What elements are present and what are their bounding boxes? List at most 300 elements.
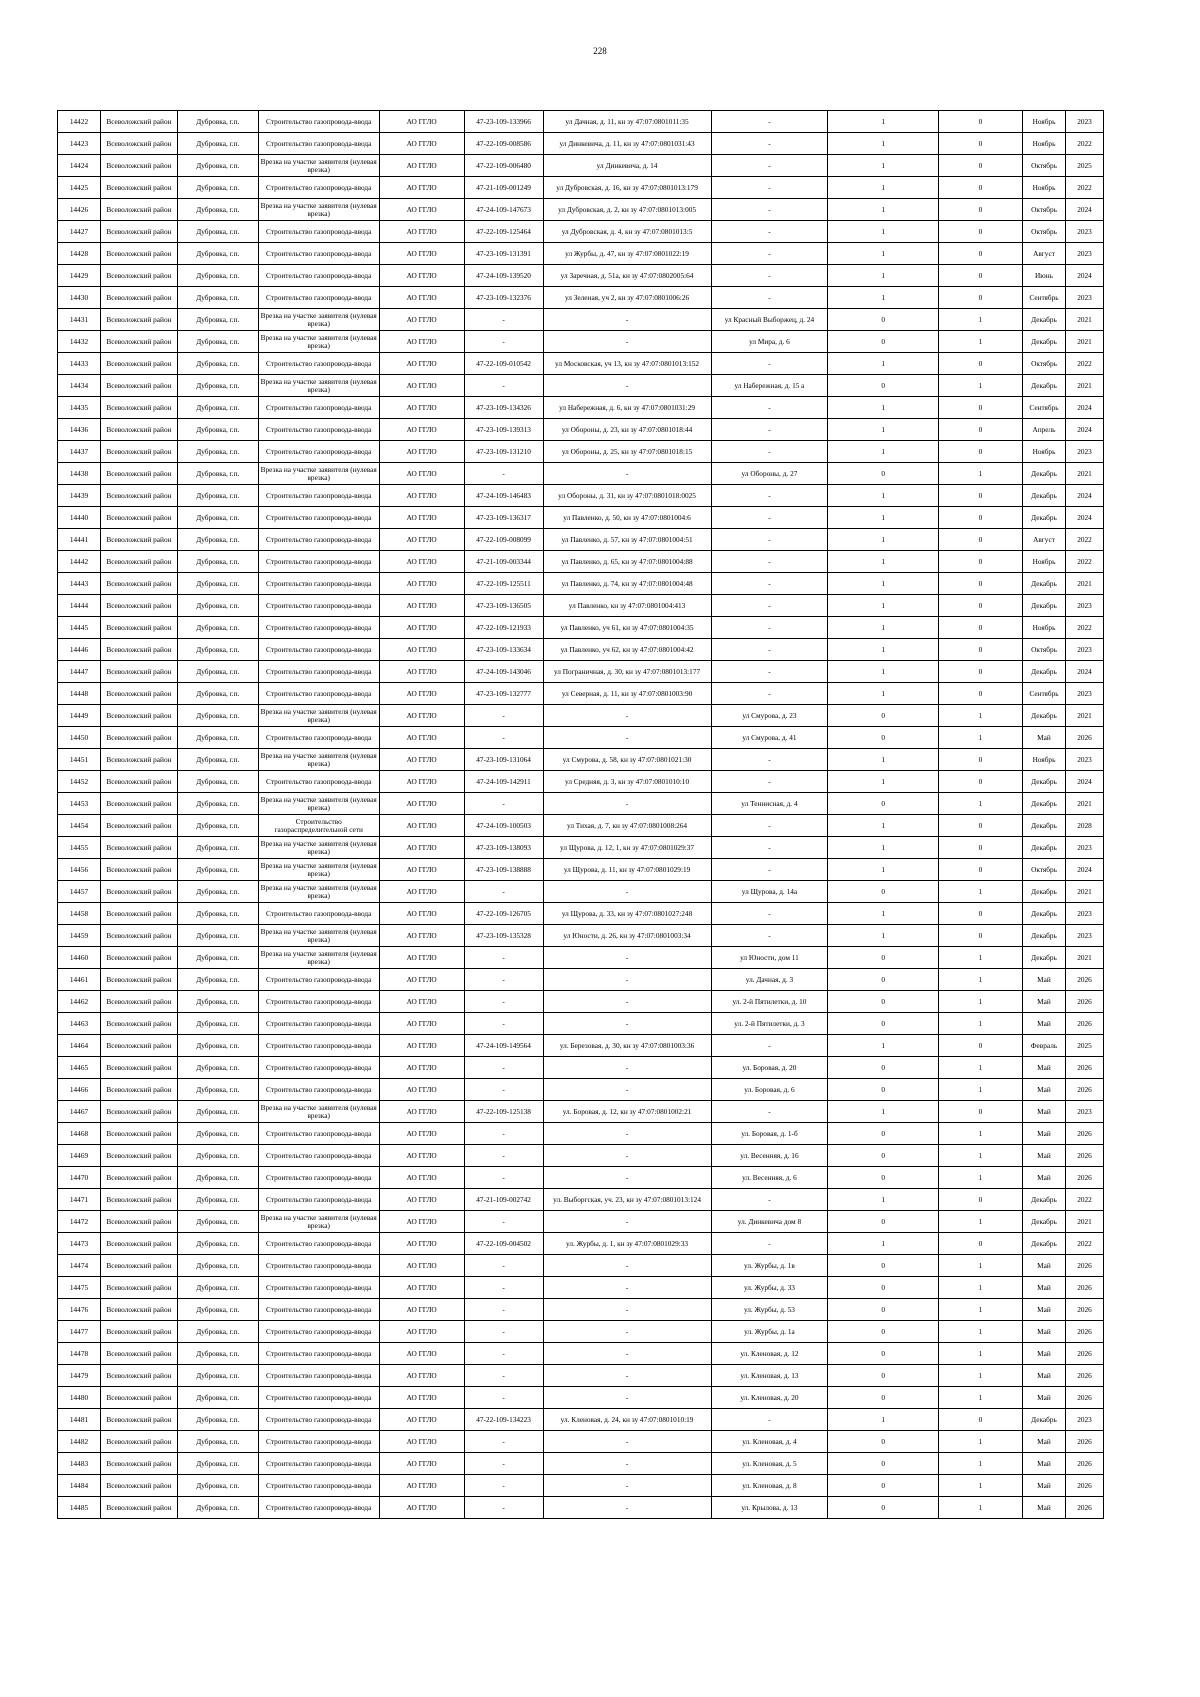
- cell-cadastral: ул Смурова, д. 58, кн зу 47:07:0801021:30: [543, 749, 711, 771]
- cell-org: АО ГГЛО: [379, 1167, 464, 1189]
- table-row: [58, 1387, 1104, 1409]
- cell-year: 2026: [1066, 1277, 1104, 1299]
- cell-year: 2026: [1066, 1123, 1104, 1145]
- cell-address: -: [711, 837, 828, 859]
- table-row: [58, 353, 1104, 375]
- cell-app: 47-22-109-125511: [464, 573, 543, 595]
- cell-district: Всеволожский район: [101, 969, 178, 991]
- cell-num: 14452: [58, 771, 101, 793]
- cell-org: АО ГГЛО: [379, 991, 464, 1013]
- cell-month: Ноябрь: [1022, 177, 1065, 199]
- cell-num: 14464: [58, 1035, 101, 1057]
- cell-app: 47-22-109-126705: [464, 903, 543, 925]
- table-row: [58, 617, 1104, 639]
- cell-cadastral: -: [543, 463, 711, 485]
- cell-num: 14470: [58, 1167, 101, 1189]
- cell-district: Всеволожский район: [101, 419, 178, 441]
- cell-district: Всеволожский район: [101, 111, 178, 133]
- cell-flag2: 0: [938, 837, 1022, 859]
- cell-flag2: 0: [938, 397, 1022, 419]
- cell-district: Всеволожский район: [101, 1057, 178, 1079]
- cell-cadastral: ул Средняя, д. 3, кн зу 47:07:0801010:10: [543, 771, 711, 793]
- cell-flag1: 1: [828, 903, 939, 925]
- cell-flag2: 1: [938, 1475, 1022, 1497]
- cell-num: 14430: [58, 287, 101, 309]
- cell-work: Строительство газопровода-ввода: [258, 1233, 379, 1255]
- table-row: [58, 1189, 1104, 1211]
- table-row: [58, 463, 1104, 485]
- table-row: [58, 177, 1104, 199]
- cell-work: Строительство газопровода-ввода: [258, 1343, 379, 1365]
- cell-address: -: [711, 749, 828, 771]
- cell-flag1: 0: [828, 727, 939, 749]
- cell-cadastral: -: [543, 309, 711, 331]
- table-row: [58, 573, 1104, 595]
- cell-address: ул. Кленовая, д. 20: [711, 1387, 828, 1409]
- cell-cadastral: ул Павленко, д. 50, кн зу 47:07:0801004:6: [543, 507, 711, 529]
- cell-flag1: 0: [828, 1123, 939, 1145]
- cell-org: АО ГГЛО: [379, 1431, 464, 1453]
- cell-flag2: 0: [938, 1035, 1022, 1057]
- cell-work: Строительство газопровода-ввода: [258, 683, 379, 705]
- table-row: [58, 331, 1104, 353]
- table-row: [58, 1497, 1104, 1519]
- cell-org: АО ГГЛО: [379, 507, 464, 529]
- cell-cadastral: ул Обороны, д. 31, кн зу 47:07:0801018:0025: [543, 485, 711, 507]
- cell-settlement: Дубровка, г.п.: [177, 1277, 258, 1299]
- table-row: [58, 441, 1104, 463]
- cell-num: 14428: [58, 243, 101, 265]
- cell-address: -: [711, 529, 828, 551]
- cell-district: Всеволожский район: [101, 815, 178, 837]
- cell-app: 47-23-109-138888: [464, 859, 543, 881]
- cell-settlement: Дубровка, г.п.: [177, 925, 258, 947]
- cell-flag1: 1: [828, 573, 939, 595]
- cell-cadastral: -: [543, 1057, 711, 1079]
- cell-cadastral: -: [543, 1321, 711, 1343]
- cell-settlement: Дубровка, г.п.: [177, 309, 258, 331]
- cell-month: Май: [1022, 1167, 1065, 1189]
- cell-address: -: [711, 771, 828, 793]
- cell-cadastral: ул Заречная, д. 51а, кн зу 47:07:0802005:64: [543, 265, 711, 287]
- cell-cadastral: ул Динкевича, д. 14: [543, 155, 711, 177]
- cell-year: 2024: [1066, 661, 1104, 683]
- cell-work: Строительство газопровода-ввода: [258, 1387, 379, 1409]
- cell-year: 2024: [1066, 199, 1104, 221]
- cell-org: АО ГГЛО: [379, 749, 464, 771]
- cell-work: Строительство газопровода-ввода: [258, 177, 379, 199]
- cell-year: 2025: [1066, 155, 1104, 177]
- cell-address: -: [711, 441, 828, 463]
- cell-org: АО ГГЛО: [379, 859, 464, 881]
- cell-cadastral: ул. Боровая, д. 12, кн зу 47:07:0801002:21: [543, 1101, 711, 1123]
- cell-num: 14441: [58, 529, 101, 551]
- cell-flag1: 1: [828, 485, 939, 507]
- cell-flag2: 1: [938, 331, 1022, 353]
- cell-district: Всеволожский район: [101, 1123, 178, 1145]
- cell-district: Всеволожский район: [101, 265, 178, 287]
- cell-cadastral: ул Пограничная, д. 30, кн зу 47:07:0801013:177: [543, 661, 711, 683]
- cell-year: 2021: [1066, 573, 1104, 595]
- cell-flag1: 0: [828, 1453, 939, 1475]
- cell-address: ул. Кленовая, д. 4: [711, 1431, 828, 1453]
- table-row: [58, 1365, 1104, 1387]
- cell-org: АО ГГЛО: [379, 441, 464, 463]
- cell-flag2: 0: [938, 815, 1022, 837]
- cell-settlement: Дубровка, г.п.: [177, 155, 258, 177]
- cell-month: Декабрь: [1022, 793, 1065, 815]
- cell-address: -: [711, 815, 828, 837]
- cell-org: АО ГГЛО: [379, 573, 464, 595]
- cell-address: ул Красный Выборжец, д. 24: [711, 309, 828, 331]
- cell-year: 2024: [1066, 859, 1104, 881]
- cell-flag1: 1: [828, 661, 939, 683]
- cell-address: ул. Крылова, д. 13: [711, 1497, 828, 1519]
- table-row: [58, 485, 1104, 507]
- cell-app: -: [464, 727, 543, 749]
- cell-org: АО ГГЛО: [379, 397, 464, 419]
- cell-district: Всеволожский район: [101, 375, 178, 397]
- cell-flag1: 1: [828, 111, 939, 133]
- cell-address: ул. Весенняя, д. 16: [711, 1145, 828, 1167]
- cell-cadastral: -: [543, 991, 711, 1013]
- table-row: [58, 133, 1104, 155]
- cell-year: 2024: [1066, 397, 1104, 419]
- cell-flag1: 0: [828, 881, 939, 903]
- cell-app: -: [464, 1431, 543, 1453]
- cell-month: Декабрь: [1022, 331, 1065, 353]
- cell-year: 2026: [1066, 1497, 1104, 1519]
- cell-district: Всеволожский район: [101, 1167, 178, 1189]
- cell-month: Август: [1022, 529, 1065, 551]
- cell-flag1: 0: [828, 1211, 939, 1233]
- cell-district: Всеволожский район: [101, 155, 178, 177]
- cell-flag2: 0: [938, 925, 1022, 947]
- table-row: [58, 705, 1104, 727]
- cell-num: 14480: [58, 1387, 101, 1409]
- cell-district: Всеволожский район: [101, 639, 178, 661]
- cell-address: ул. Боровая, д. 6: [711, 1079, 828, 1101]
- cell-year: 2022: [1066, 617, 1104, 639]
- cell-year: 2026: [1066, 1365, 1104, 1387]
- cell-org: АО ГГЛО: [379, 1035, 464, 1057]
- cell-settlement: Дубровка, г.п.: [177, 331, 258, 353]
- cell-district: Всеволожский район: [101, 199, 178, 221]
- cell-org: АО ГГЛО: [379, 1145, 464, 1167]
- cell-settlement: Дубровка, г.п.: [177, 661, 258, 683]
- cell-work: Врезка на участке заявителя (нулевая врезка): [258, 375, 379, 397]
- cell-cadastral: ул Павленко, д. 65, кн зу 47:07:0801004:88: [543, 551, 711, 573]
- cell-month: Февраль: [1022, 1035, 1065, 1057]
- cell-num: 14457: [58, 881, 101, 903]
- cell-work: Строительство газопровода-ввода: [258, 1409, 379, 1431]
- cell-settlement: Дубровка, г.п.: [177, 507, 258, 529]
- cell-year: 2026: [1066, 1387, 1104, 1409]
- cell-district: Всеволожский район: [101, 331, 178, 353]
- cell-cadastral: ул Щурова, д. 11, кн зу 47:07:0801029:19: [543, 859, 711, 881]
- cell-settlement: Дубровка, г.п.: [177, 463, 258, 485]
- cell-flag2: 1: [938, 1013, 1022, 1035]
- cell-num: 14433: [58, 353, 101, 375]
- cell-app: 47-23-109-133634: [464, 639, 543, 661]
- cell-flag1: 1: [828, 859, 939, 881]
- cell-flag2: 0: [938, 507, 1022, 529]
- cell-work: Строительство газопровода-ввода: [258, 419, 379, 441]
- cell-cadastral: ул Павленко, кн зу 47:07:0801004:413: [543, 595, 711, 617]
- cell-month: Декабрь: [1022, 485, 1065, 507]
- table-row: [58, 793, 1104, 815]
- cell-org: АО ГГЛО: [379, 1453, 464, 1475]
- cell-flag2: 1: [938, 1431, 1022, 1453]
- cell-work: Строительство газопровода-ввода: [258, 1013, 379, 1035]
- cell-month: Декабрь: [1022, 595, 1065, 617]
- cell-flag2: 0: [938, 353, 1022, 375]
- cell-settlement: Дубровка, г.п.: [177, 947, 258, 969]
- cell-app: 47-24-109-146483: [464, 485, 543, 507]
- cell-flag2: 0: [938, 639, 1022, 661]
- cell-work: Строительство газопровода-ввода: [258, 727, 379, 749]
- cell-app: -: [464, 463, 543, 485]
- cell-app: -: [464, 1343, 543, 1365]
- cell-num: 14463: [58, 1013, 101, 1035]
- cell-num: 14462: [58, 991, 101, 1013]
- cell-flag1: 1: [828, 507, 939, 529]
- cell-app: 47-23-109-136317: [464, 507, 543, 529]
- cell-district: Всеволожский район: [101, 1343, 178, 1365]
- cell-cadastral: -: [543, 705, 711, 727]
- cell-app: 47-23-109-132777: [464, 683, 543, 705]
- cell-cadastral: -: [543, 1255, 711, 1277]
- cell-flag1: 1: [828, 529, 939, 551]
- cell-settlement: Дубровка, г.п.: [177, 991, 258, 1013]
- cell-district: Всеволожский район: [101, 1409, 178, 1431]
- cell-work: Врезка на участке заявителя (нулевая врезка): [258, 155, 379, 177]
- cell-address: -: [711, 661, 828, 683]
- cell-cadastral: ул Щурова, д. 33, кн зу 47:07:0801027:248: [543, 903, 711, 925]
- cell-year: 2023: [1066, 683, 1104, 705]
- cell-year: 2026: [1066, 1079, 1104, 1101]
- cell-app: 47-22-109-008099: [464, 529, 543, 551]
- cell-settlement: Дубровка, г.п.: [177, 1101, 258, 1123]
- cell-work: Строительство газопровода-ввода: [258, 771, 379, 793]
- cell-flag2: 0: [938, 749, 1022, 771]
- cell-district: Всеволожский район: [101, 1189, 178, 1211]
- cell-app: -: [464, 969, 543, 991]
- cell-address: -: [711, 177, 828, 199]
- cell-year: 2024: [1066, 485, 1104, 507]
- cell-settlement: Дубровка, г.п.: [177, 1299, 258, 1321]
- cell-flag2: 0: [938, 243, 1022, 265]
- table-row: [58, 1431, 1104, 1453]
- table-row: [58, 551, 1104, 573]
- cell-flag1: 1: [828, 397, 939, 419]
- cell-district: Всеволожский район: [101, 529, 178, 551]
- table-row: [58, 595, 1104, 617]
- cell-month: Декабрь: [1022, 507, 1065, 529]
- cell-num: 14436: [58, 419, 101, 441]
- cell-org: АО ГГЛО: [379, 133, 464, 155]
- cell-flag1: 1: [828, 595, 939, 617]
- cell-year: 2026: [1066, 1453, 1104, 1475]
- cell-work: Строительство газопровода-ввода: [258, 639, 379, 661]
- cell-year: 2022: [1066, 133, 1104, 155]
- cell-district: Всеволожский район: [101, 1387, 178, 1409]
- cell-org: АО ГГЛО: [379, 617, 464, 639]
- cell-cadastral: -: [543, 1079, 711, 1101]
- cell-settlement: Дубровка, г.п.: [177, 529, 258, 551]
- cell-month: Декабрь: [1022, 903, 1065, 925]
- cell-num: 14424: [58, 155, 101, 177]
- cell-org: АО ГГЛО: [379, 243, 464, 265]
- cell-cadastral: -: [543, 1211, 711, 1233]
- cell-address: -: [711, 1189, 828, 1211]
- cell-work: Врезка на участке заявителя (нулевая врезка): [258, 1101, 379, 1123]
- cell-district: Всеволожский район: [101, 309, 178, 331]
- cell-month: Декабрь: [1022, 573, 1065, 595]
- cell-settlement: Дубровка, г.п.: [177, 1255, 258, 1277]
- cell-settlement: Дубровка, г.п.: [177, 1343, 258, 1365]
- cell-year: 2021: [1066, 375, 1104, 397]
- cell-flag2: 0: [938, 617, 1022, 639]
- cell-district: Всеволожский район: [101, 485, 178, 507]
- cell-num: 14478: [58, 1343, 101, 1365]
- cell-flag2: 1: [938, 1145, 1022, 1167]
- cell-flag2: 0: [938, 177, 1022, 199]
- cell-flag2: 0: [938, 859, 1022, 881]
- cell-month: Октябрь: [1022, 639, 1065, 661]
- cell-app: -: [464, 1145, 543, 1167]
- cell-org: АО ГГЛО: [379, 947, 464, 969]
- cell-district: Всеволожский район: [101, 243, 178, 265]
- cell-num: 14449: [58, 705, 101, 727]
- cell-settlement: Дубровка, г.п.: [177, 1321, 258, 1343]
- table-row: [58, 749, 1104, 771]
- cell-flag1: 0: [828, 1277, 939, 1299]
- cell-district: Всеволожский район: [101, 793, 178, 815]
- cell-work: Строительство газопровода-ввода: [258, 243, 379, 265]
- cell-cadastral: -: [543, 1343, 711, 1365]
- cell-flag2: 1: [938, 1079, 1022, 1101]
- cell-settlement: Дубровка, г.п.: [177, 177, 258, 199]
- cell-year: 2026: [1066, 1167, 1104, 1189]
- cell-flag1: 1: [828, 243, 939, 265]
- cell-app: 47-23-109-136505: [464, 595, 543, 617]
- cell-work: Строительство газопровода-ввода: [258, 1277, 379, 1299]
- cell-settlement: Дубровка, г.п.: [177, 265, 258, 287]
- cell-flag1: 1: [828, 617, 939, 639]
- cell-num: 14454: [58, 815, 101, 837]
- cell-settlement: Дубровка, г.п.: [177, 1167, 258, 1189]
- table-row: [58, 1453, 1104, 1475]
- cell-work: Строительство газопровода-ввода: [258, 353, 379, 375]
- cell-address: ул. Боровая, д. 1-б: [711, 1123, 828, 1145]
- cell-year: 2026: [1066, 1013, 1104, 1035]
- cell-settlement: Дубровка, г.п.: [177, 705, 258, 727]
- cell-address: ул. Журбы, д. 1а: [711, 1321, 828, 1343]
- cell-flag2: 1: [938, 463, 1022, 485]
- cell-year: 2021: [1066, 881, 1104, 903]
- cell-address: -: [711, 265, 828, 287]
- cell-month: Октябрь: [1022, 353, 1065, 375]
- cell-month: Декабрь: [1022, 947, 1065, 969]
- cell-settlement: Дубровка, г.п.: [177, 1145, 258, 1167]
- cell-flag2: 0: [938, 573, 1022, 595]
- cell-district: Всеволожский район: [101, 573, 178, 595]
- cell-flag2: 0: [938, 595, 1022, 617]
- cell-org: АО ГГЛО: [379, 1365, 464, 1387]
- cell-app: -: [464, 1497, 543, 1519]
- cell-app: -: [464, 1057, 543, 1079]
- cell-address: ул Смурова, д. 41: [711, 727, 828, 749]
- cell-settlement: Дубровка, г.п.: [177, 617, 258, 639]
- cell-settlement: Дубровка, г.п.: [177, 551, 258, 573]
- cell-address: ул Набережная, д. 15 а: [711, 375, 828, 397]
- cell-app: -: [464, 1211, 543, 1233]
- cell-org: АО ГГЛО: [379, 1299, 464, 1321]
- cell-month: Май: [1022, 1255, 1065, 1277]
- cell-cadastral: ул Дубровская, д. 16, кн зу 47:07:0801013:179: [543, 177, 711, 199]
- table-row: [58, 947, 1104, 969]
- cell-app: 47-22-109-010542: [464, 353, 543, 375]
- cell-flag2: 1: [938, 991, 1022, 1013]
- cell-year: 2023: [1066, 441, 1104, 463]
- cell-flag1: 1: [828, 1409, 939, 1431]
- cell-org: АО ГГЛО: [379, 331, 464, 353]
- cell-year: 2026: [1066, 991, 1104, 1013]
- cell-year: 2023: [1066, 595, 1104, 617]
- cell-cadastral: -: [543, 1145, 711, 1167]
- table-row: [58, 991, 1104, 1013]
- cell-work: Строительство газопровода-ввода: [258, 221, 379, 243]
- cell-org: АО ГГЛО: [379, 661, 464, 683]
- cell-work: Строительство газопровода-ввода: [258, 1453, 379, 1475]
- cell-cadastral: ул Юности, д. 26, кн зу 47:07:0801003:34: [543, 925, 711, 947]
- cell-year: 2021: [1066, 309, 1104, 331]
- cell-year: 2023: [1066, 837, 1104, 859]
- cell-flag2: 1: [938, 947, 1022, 969]
- cell-work: Врезка на участке заявителя (нулевая врезка): [258, 1211, 379, 1233]
- cell-flag2: 0: [938, 683, 1022, 705]
- cell-flag1: 0: [828, 705, 939, 727]
- cell-app: 47-21-109-001249: [464, 177, 543, 199]
- cell-cadastral: ул. Журбы, д. 1, кн зу 47:07:0801029:33: [543, 1233, 711, 1255]
- cell-settlement: Дубровка, г.п.: [177, 969, 258, 991]
- cell-district: Всеволожский район: [101, 1233, 178, 1255]
- cell-district: Всеволожский район: [101, 397, 178, 419]
- cell-district: Всеволожский район: [101, 1145, 178, 1167]
- cell-district: Всеволожский район: [101, 1431, 178, 1453]
- cell-num: 14426: [58, 199, 101, 221]
- cell-cadastral: ул. Кленовая, д. 24, кн зу 47:07:0801010:19: [543, 1409, 711, 1431]
- cell-address: -: [711, 111, 828, 133]
- cell-year: 2022: [1066, 1189, 1104, 1211]
- cell-month: Декабрь: [1022, 661, 1065, 683]
- cell-year: 2028: [1066, 815, 1104, 837]
- gasification-table-wrapper: [57, 110, 1104, 1519]
- cell-flag2: 0: [938, 287, 1022, 309]
- cell-flag2: 0: [938, 155, 1022, 177]
- cell-month: Декабрь: [1022, 463, 1065, 485]
- cell-settlement: Дубровка, г.п.: [177, 1035, 258, 1057]
- cell-work: Строительство газораспределительной сети: [258, 815, 379, 837]
- cell-district: Всеволожский район: [101, 749, 178, 771]
- cell-address: -: [711, 925, 828, 947]
- cell-flag2: 1: [938, 1255, 1022, 1277]
- cell-district: Всеволожский район: [101, 727, 178, 749]
- cell-work: Врезка на участке заявителя (нулевая врезка): [258, 925, 379, 947]
- cell-cadastral: -: [543, 1277, 711, 1299]
- table-row: [58, 1299, 1104, 1321]
